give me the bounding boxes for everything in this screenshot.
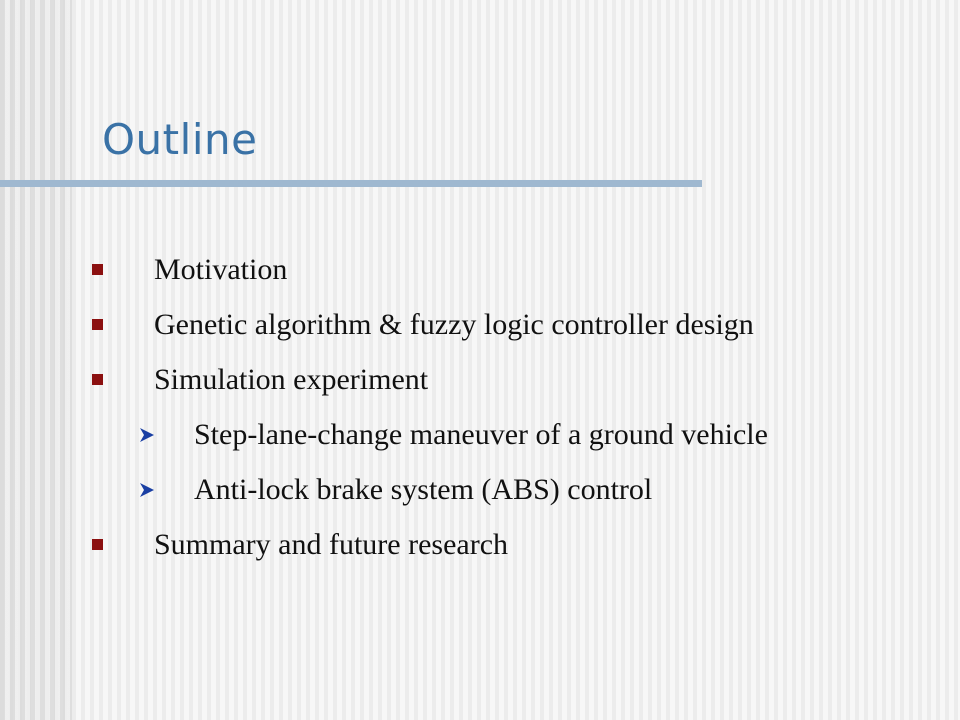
list-item-simulation — [0, 352, 960, 407]
list-item-text: Summary and future research — [154, 527, 509, 561]
list-item-text: Genetic algorithm & fuzzy logic controller design — [154, 307, 754, 341]
list-item-text: Anti-lock brake system (ABS) control — [194, 472, 653, 506]
square-bullet-icon — [92, 374, 103, 385]
outline-list — [0, 242, 960, 572]
slide-title: Outline — [102, 115, 258, 164]
arrow-bullet-icon — [138, 426, 156, 444]
arrow-bullet-icon — [138, 481, 156, 499]
list-item-ga-flc-design — [0, 297, 960, 352]
list-item-summary — [0, 517, 960, 572]
list-item-text: Step-lane-change maneuver of a ground vehicle — [194, 417, 768, 451]
square-bullet-icon — [92, 319, 103, 330]
list-item-text: Motivation — [154, 252, 288, 286]
list-subitem-step-lane-change — [0, 407, 960, 462]
square-bullet-icon — [92, 264, 103, 275]
list-subitem-abs-control — [0, 462, 960, 517]
title-underline-rule — [0, 180, 702, 187]
list-item-text: Simulation experiment — [154, 362, 429, 396]
square-bullet-icon — [92, 539, 103, 550]
list-item-motivation — [0, 242, 960, 297]
